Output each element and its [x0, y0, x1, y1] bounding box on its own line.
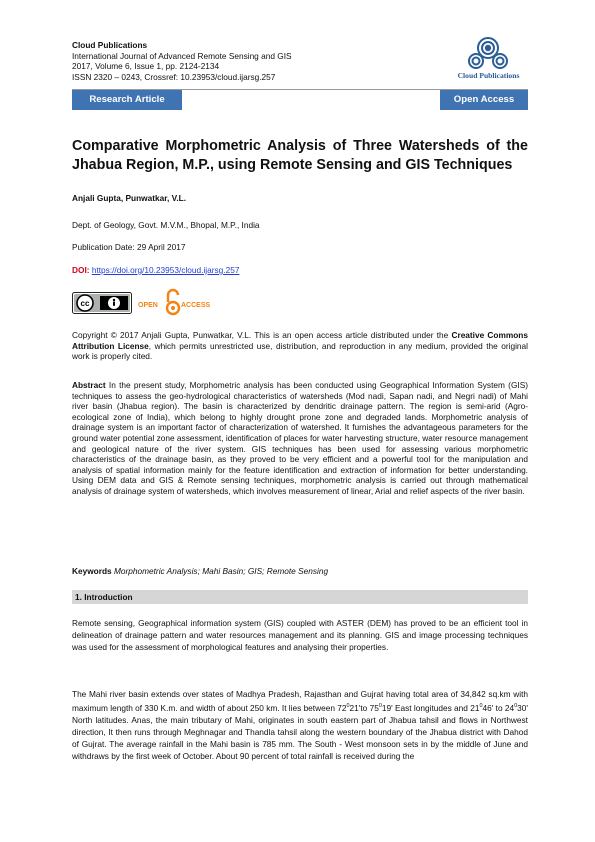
keywords-value: Morphometric Analysis; Mahi Basin; GIS; Remote Sensing [113, 566, 329, 576]
article-title [72, 137, 528, 174]
open-access-icon [138, 288, 210, 318]
section-heading-text: 1. Introduction [75, 592, 133, 602]
abstract [72, 380, 528, 497]
p2-part-d: 46' to 24 [482, 702, 515, 713]
cc-by-badge[interactable] [72, 292, 132, 314]
research-article-badge: Research Article [72, 90, 182, 110]
p2-part-b: 21'to 75 [349, 702, 379, 713]
open-access-badge: Open Access [440, 90, 528, 110]
copyright-text-b: , which permits unrestricted use, distribution, and reproduction in any medium, provided the original work is properly cited. [72, 340, 528, 362]
copyright-notice [72, 330, 528, 362]
p2-part-a: The Mahi river basin extends over states of Madhya Pradesh, Rajasthan and Gujrat having total area of 34,842 sq.km with maximum length of 330 K.m. and width of about 250 km. It lies between 72 [72, 689, 528, 713]
copyright-text-a: Copyright © 2017 Anjali Gupta, Punwatkar, V.L. This is an open access article distributed under the [72, 330, 452, 340]
authors: Anjali Gupta, Punwatkar, V.L. [72, 193, 187, 203]
degree-sup: 0 [514, 703, 518, 710]
publisher-name: Cloud Publications [72, 40, 148, 50]
abstract-label: Abstract [72, 380, 106, 390]
p2-part-e: 30' North latitudes. Anas, the main tributary of Mahi, originates in south eastern part of Jhabua tahsil and flows in Northwest direction, It then runs through Meghnagar and Thandla tahsil along the western boundary of the Jhabua district with Dahod of Gujrat. The average rainfall in the Mahi basin is 785 mm. The South - West monsoon sets in by the middle of June and withdraws by the first week of October. About 90 percent of total rainfall is received during the [72, 702, 528, 762]
degree-sup: 0 [479, 703, 483, 710]
publication-date: Publication Date: 29 April 2017 [72, 242, 186, 252]
logo-text: Cloud Publications [457, 71, 520, 80]
keywords [72, 566, 328, 576]
license-name: Creative Commons Attribution License [72, 330, 528, 351]
title-line-2: Jhabua Region, M.P., using Remote Sensing and GIS Techniques [72, 156, 513, 173]
creative-commons-by-icon [72, 292, 132, 314]
intro-paragraph-2 [72, 688, 528, 762]
journal-header [72, 40, 292, 82]
doi-link[interactable]: https://doi.org/10.23953/cloud.ijarsg.257 [91, 265, 240, 275]
keywords-label: Keywords [72, 566, 112, 576]
cloud-logo-icon [446, 35, 531, 71]
degree-sup: 0 [378, 703, 382, 710]
journal-name: International Journal of Advanced Remote Sensing and GIS [72, 50, 292, 61]
doi-line [72, 265, 239, 276]
oa-text-2: ACCESS [181, 302, 210, 309]
open-access-logo [138, 288, 210, 318]
doi-label: DOI: [72, 265, 90, 275]
publisher-logo [446, 35, 531, 83]
section-heading-introduction [72, 590, 528, 604]
p2-part-c: 19' East longitudes and 21 [381, 702, 480, 713]
volume-line: 2017, Volume 6, Issue 1, pp. 2124-2134 [72, 61, 220, 72]
abstract-text: In the present study, Morphometric analysis has been conducted using Geographical Information System (GIS) techniques to assess the geo-hydrological characteristics of watersheds (Mod nadi, Sapan nadi, and Negri nadi) of Mahi river basin (Jhabua region). The basin is characterized by dendritic drainage pattern. The region is semi-arid (Agro-ecological zone of India), which belong to highly drought prone zone and degraded lands. Morphometric analysis of drainage system is an important factor of characterization of watershed. It furnishes the advantageous parameters for the ground water potential zone assessment, identification of places for water harvesting structure, water resource management and geological nature of the river system. GIS techniques has been used for assessing various morphometric characteristics of the drainage basin, as they proved to be very efficient and a powerful tool for the manipulation and analysis of spatial information mainly for the feature identification and extraction of information for better understanding. Using DEM data and GIS & Remote sensing techniques, morphometric analysis is carried out through mathematical analysis of drainage system of watersheds, which involves measurement of linear, Arial and relief aspects of the river basin. [72, 380, 528, 496]
intro-paragraph-1: Remote sensing, Geographical information system (GIS) coupled with ASTER (DEM) has proved to be an efficient tool in delineation of drainage pattern and water resources management and its planning. GIS and image processing techniques was used for the assessment of morphological features and analysing their properties. [72, 618, 528, 653]
title-line-1: Comparative Morphometric Analysis of Three Watersheds of the [72, 138, 528, 154]
oa-text-1: OPEN [138, 302, 158, 309]
degree-sup: 0 [346, 703, 350, 710]
affiliation: Dept. of Geology, Govt. M.V.M., Bhopal, M.P., India [72, 220, 260, 230]
svg-text:cc: cc [80, 299, 90, 308]
issn-line: ISSN 2320 – 0243, Crossref: 10.23953/cloud.ijarsg.257 [72, 71, 276, 82]
